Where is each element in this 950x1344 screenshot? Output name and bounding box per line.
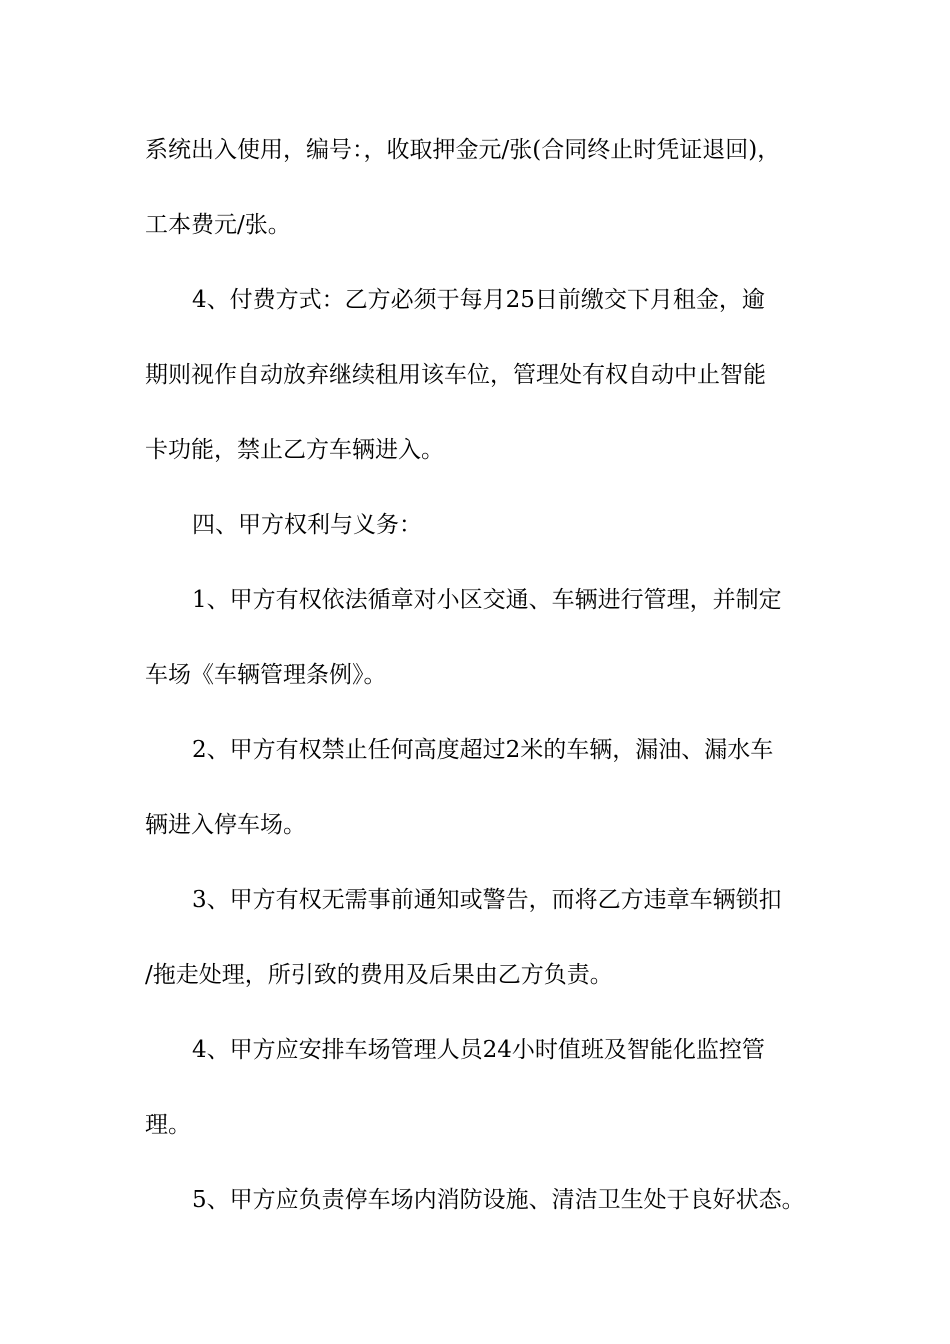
text-line: 系统出入使用，编号：，收取押金元/张(合同终止时凭证退回)，	[145, 137, 781, 163]
text-line: 3、甲方有权无需事前通知或警告，而将乙方违章车辆锁扣	[192, 887, 782, 913]
text-line: 卡功能，禁止乙方车辆进入。	[145, 437, 444, 463]
text-line: 车场《车辆管理条例》。	[145, 662, 387, 688]
text-line: 5、甲方应负责停车场内消防设施、清洁卫生处于良好状态。	[192, 1187, 805, 1213]
section-heading: 四、甲方权利与义务：	[192, 512, 422, 538]
text-line: 理。	[145, 1112, 191, 1138]
text-line: 2、甲方有权禁止任何高度超过2米的车辆，漏油、漏水车	[192, 737, 774, 763]
text-line: 工本费元/张。	[145, 212, 291, 238]
text-line: 期则视作自动放弃继续租用该车位，管理处有权自动中止智能	[145, 362, 766, 388]
text-line: 4、付费方式：乙方必须于每月25日前缴交下月租金，逾	[192, 287, 765, 313]
text-line: /拖走处理，所引致的费用及后果由乙方负责。	[145, 962, 613, 988]
text-line: 4、甲方应安排车场管理人员24小时值班及智能化监控管	[192, 1037, 765, 1063]
text-line: 1、甲方有权依法循章对小区交通、车辆进行管理，并制定	[192, 587, 782, 613]
text-line: 辆进入停车场。	[145, 812, 306, 838]
